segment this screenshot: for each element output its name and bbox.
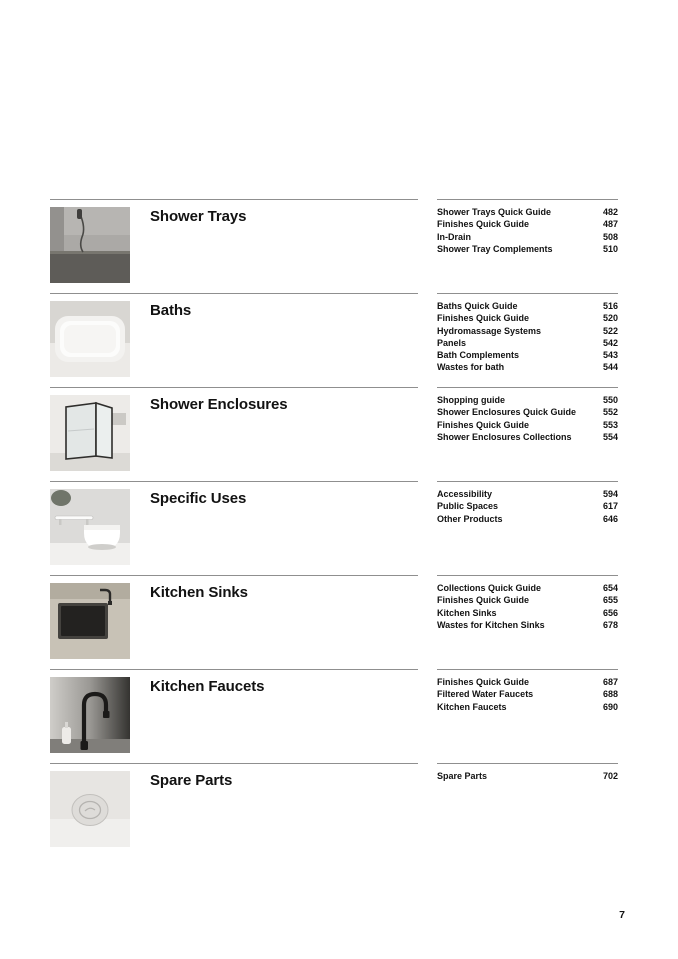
toc-entry-page: 544 [602,362,618,373]
toc-entry-page: 554 [602,431,618,442]
toc-section-shower-enclosures [50,387,618,481]
toc-entry-page: 646 [602,513,618,524]
toc-entry-label: Accessibility [437,489,493,499]
toc-section-kitchen-faucets [50,669,618,763]
toc-entry-page: 508 [602,231,618,242]
toc-entry-label: Shower Enclosures Collections [437,431,572,442]
toc-entry-page: 654 [602,583,618,593]
toc-entry-label: Kitchen Sinks [437,607,497,618]
toc-entry-label: Shower Trays Quick Guide [437,207,552,217]
toc-entry-label: Public Spaces [437,501,499,512]
toc-entry-label: In-Drain [437,231,472,242]
toc-entry-page: 487 [602,219,618,230]
toc-entry-page: 550 [602,395,618,405]
toc-entry-label: Finishes Quick Guide [437,219,530,230]
toc-entry-page: 655 [602,595,618,606]
toc-entry-label: Panels [437,337,467,348]
section-left-column [50,669,418,763]
toc-entry[interactable] [437,231,618,243]
section-left-column [50,293,418,387]
section-entries [437,669,618,763]
toc-entry-page: 522 [602,325,618,336]
toc-entry-page: 690 [602,701,618,712]
toc-entry-label: Filtered Water Faucets [437,689,534,700]
toc-entry-label: Kitchen Faucets [437,701,507,712]
table-of-contents [50,199,618,857]
toc-entry[interactable] [437,419,618,431]
section-title[interactable]: Spare Parts [150,772,233,789]
toc-entry[interactable] [437,394,618,406]
section-title[interactable]: Specific Uses [150,490,247,507]
toc-entry[interactable] [437,701,618,713]
toc-entry-page: 482 [602,207,618,217]
toc-entry[interactable] [437,607,618,619]
section-entries [437,387,618,481]
toc-entry-page: 687 [602,677,618,687]
toc-entry[interactable] [437,337,618,349]
section-entries [437,575,618,669]
toc-entry-page: 542 [602,337,618,348]
section-entries [437,481,618,575]
section-left-column [50,387,418,481]
toc-entry-label: Finishes Quick Guide [437,313,530,324]
toc-entry-label: Spare Parts [437,771,488,781]
toc-entry-label: Finishes Quick Guide [437,419,530,430]
toc-entry[interactable] [437,312,618,324]
toc-entry-page: 702 [602,771,618,781]
toc-entry-page: 543 [602,350,618,361]
toc-entry-page: 552 [602,407,618,418]
toc-entry-label: Wastes for Kitchen Sinks [437,619,545,630]
toc-entry[interactable] [437,619,618,631]
shower-enclosure-photo [50,395,130,471]
page-number: 7 [619,909,625,921]
toc-entry[interactable] [437,594,618,606]
section-left-column [50,481,418,575]
section-entries [437,199,618,293]
section-left-column [50,763,418,857]
toc-entry[interactable] [437,300,618,312]
toc-entry-label: Shopping guide [437,395,505,405]
toc-entry[interactable] [437,582,618,594]
toc-entry-label: Wastes for bath [437,362,505,373]
accessible-toilet-photo [50,489,130,565]
toc-entry-page: 594 [602,489,618,499]
toc-entry[interactable] [437,361,618,373]
section-title[interactable]: Baths [150,302,192,319]
section-left-column [50,199,418,293]
toc-entry-page: 688 [602,689,618,700]
spare-part-photo [50,771,130,847]
toc-entry[interactable] [437,218,618,230]
toc-section-spare-parts [50,763,618,857]
toc-entry[interactable] [437,406,618,418]
toc-entry-label: Bath Complements [437,350,520,361]
toc-entry-page: 617 [602,501,618,512]
kitchen-sink-photo [50,583,130,659]
toc-entry-label: Baths Quick Guide [437,301,518,311]
toc-section-specific-uses [50,481,618,575]
toc-entry[interactable] [437,488,618,500]
toc-entry[interactable] [437,688,618,700]
section-title[interactable]: Shower Enclosures [150,396,288,413]
toc-entry[interactable] [437,500,618,512]
toc-entry[interactable] [437,243,618,255]
section-entries [437,293,618,387]
toc-entry-page: 678 [602,619,618,630]
toc-entry-page: 510 [602,243,618,254]
toc-entry[interactable] [437,676,618,688]
toc-section-shower-trays [50,199,618,293]
section-left-column [50,575,418,669]
toc-entry-label: Shower Enclosures Quick Guide [437,407,577,418]
toc-entry-page: 520 [602,313,618,324]
toc-entry-page: 553 [602,419,618,430]
toc-entry-label: Collections Quick Guide [437,583,542,593]
toc-entry[interactable] [437,325,618,337]
shower-tray-photo [50,207,130,283]
toc-entry-label: Hydromassage Systems [437,325,542,336]
section-title[interactable]: Kitchen Sinks [150,584,248,601]
section-entries [437,763,618,857]
bathtub-photo [50,301,130,377]
toc-entry[interactable] [437,513,618,525]
toc-entry-label: Finishes Quick Guide [437,595,530,606]
toc-entry[interactable] [437,349,618,361]
toc-entry-page: 656 [602,607,618,618]
toc-entry[interactable] [437,770,618,782]
toc-section-kitchen-sinks [50,575,618,669]
toc-entry[interactable] [437,431,618,443]
toc-entry[interactable] [437,206,618,218]
toc-entry-label: Shower Tray Complements [437,243,553,254]
toc-entry-label: Other Products [437,513,503,524]
section-title[interactable]: Kitchen Faucets [150,678,265,695]
kitchen-faucet-photo [50,677,130,753]
toc-section-baths [50,293,618,387]
toc-entry-label: Finishes Quick Guide [437,677,530,687]
toc-entry-page: 516 [602,301,618,311]
section-title[interactable]: Shower Trays [150,208,247,225]
